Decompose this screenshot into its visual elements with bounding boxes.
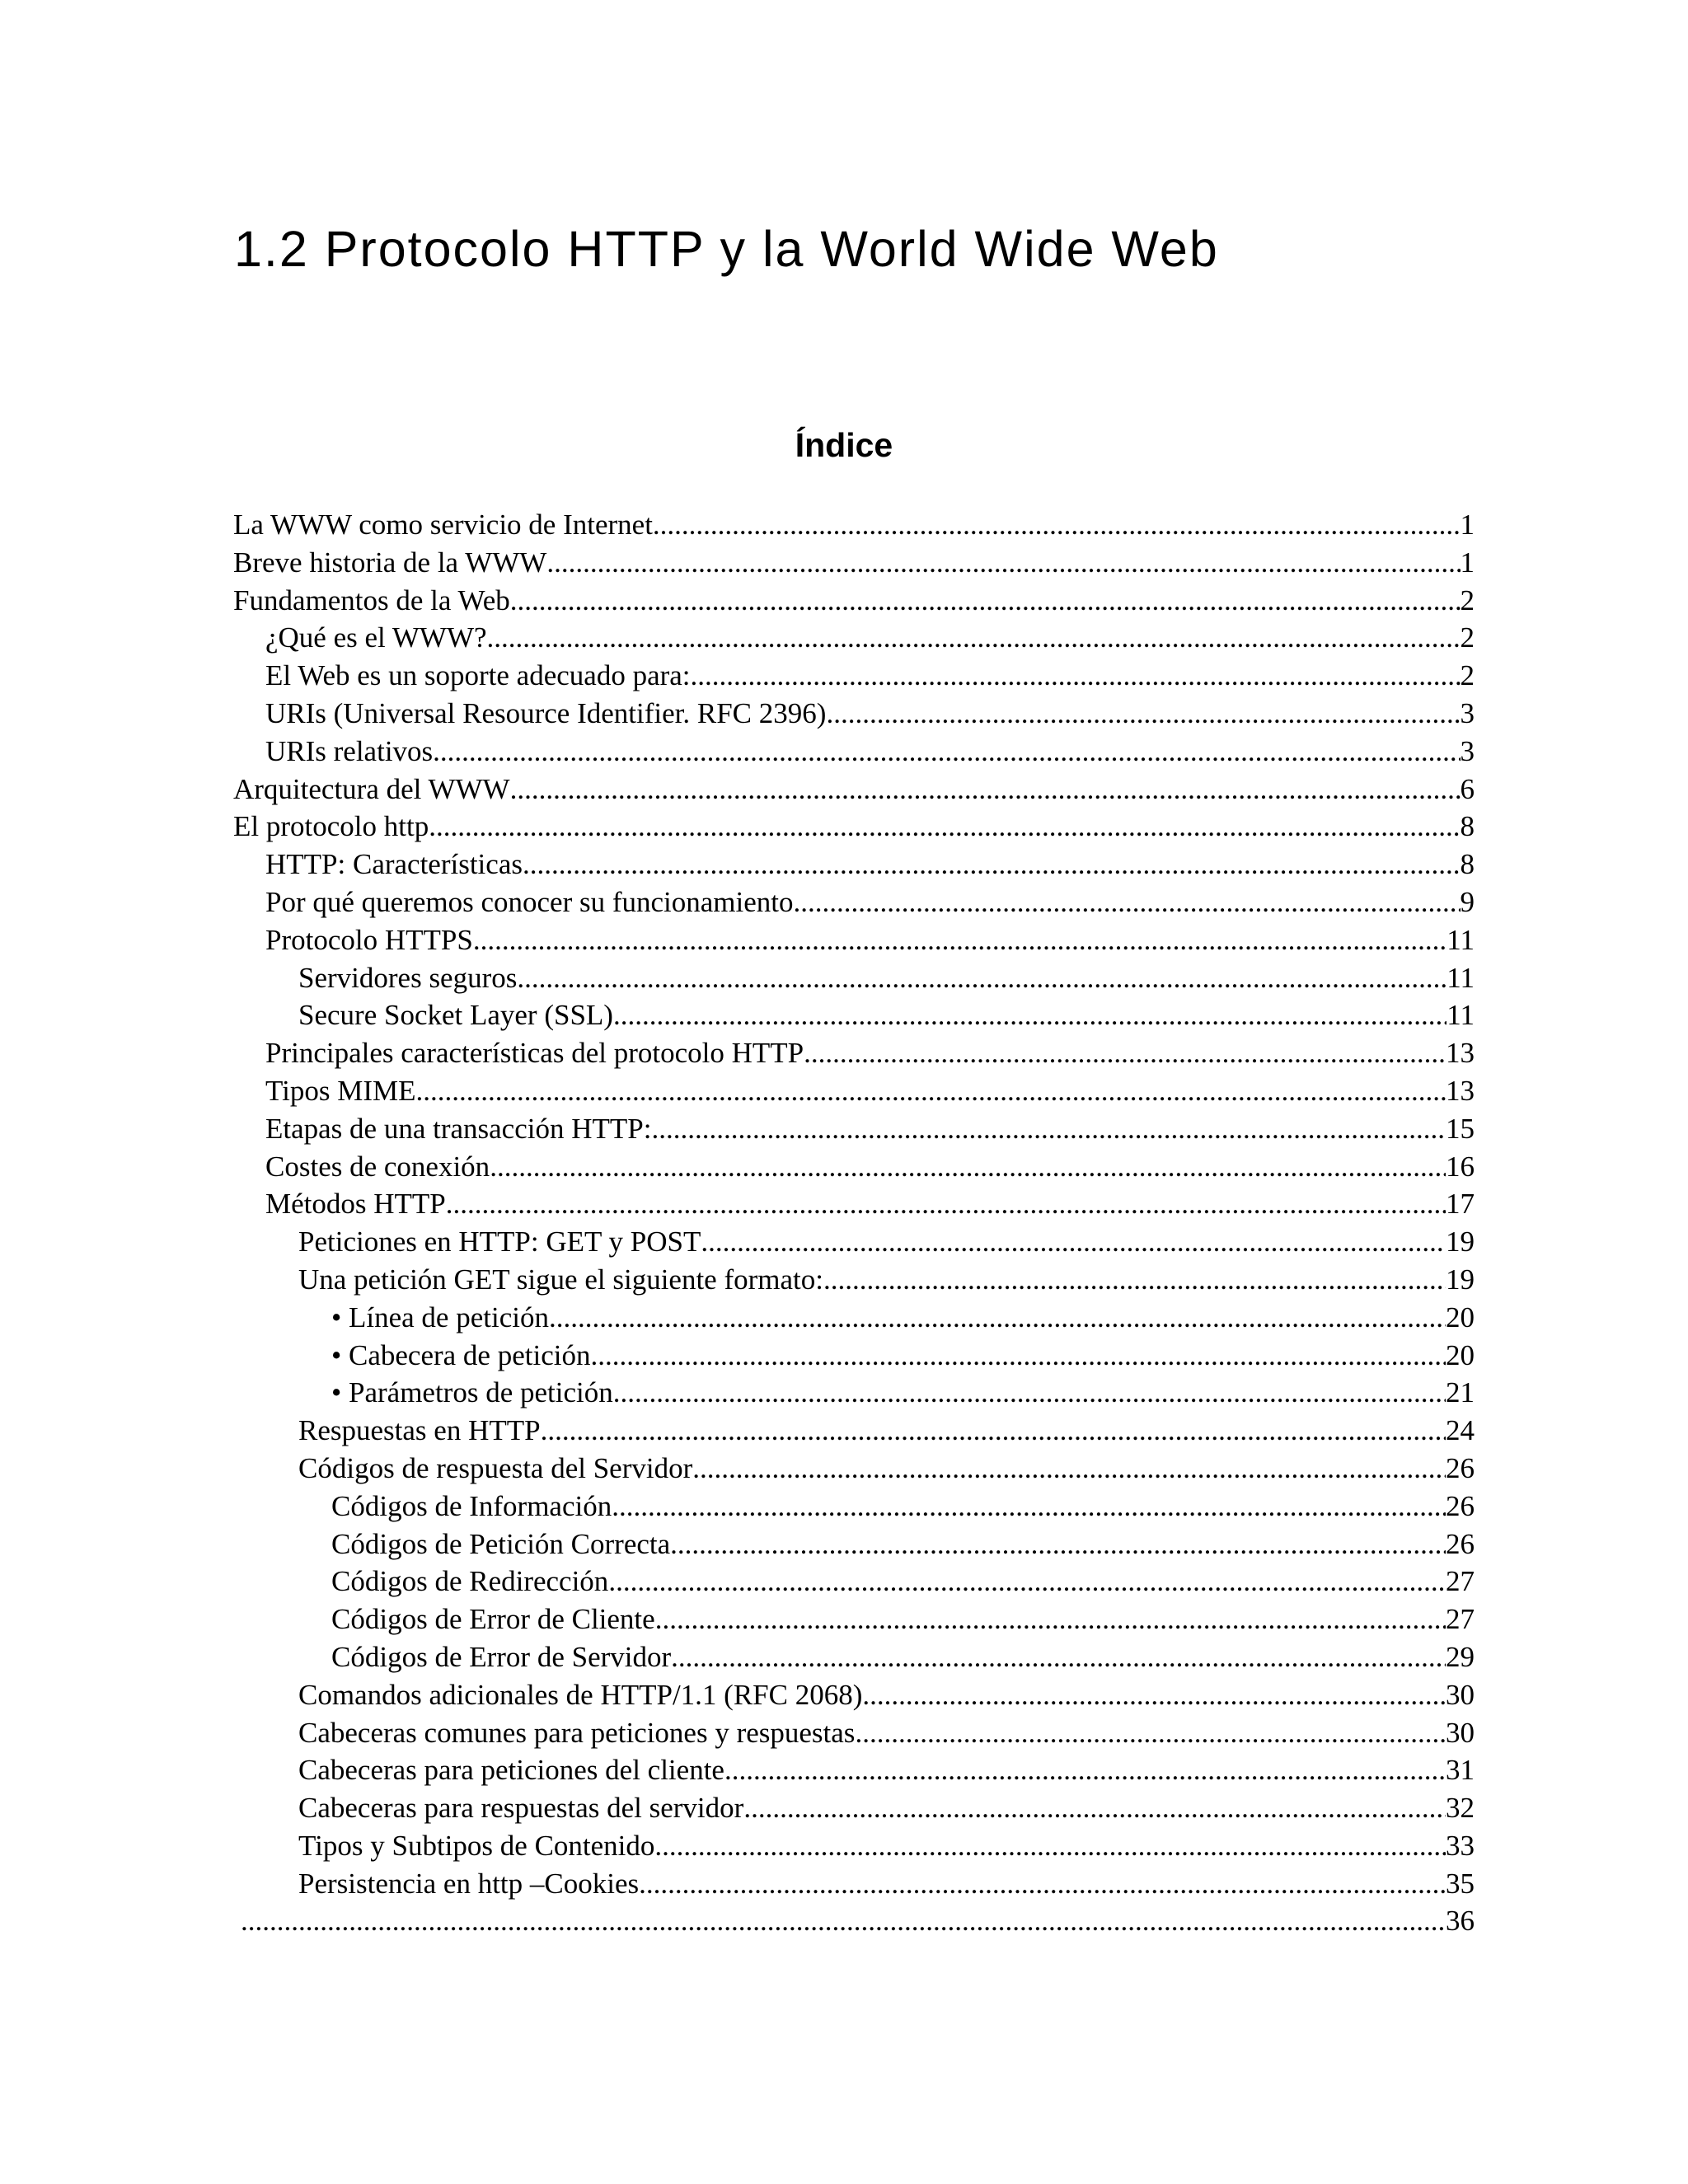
toc-entry[interactable] [233,1751,1475,1789]
toc-leader-dots [433,733,1460,771]
toc-leader-dots [546,544,1460,582]
toc-leader-dots [510,582,1461,620]
toc-entry-text: URIs (Universal Resource Identifier. RFC 2396) [265,696,827,729]
toc-entry-text: Códigos de respuesta del Servidor [298,1451,693,1484]
toc-page-number: 36 [1446,1905,1475,1938]
toc-leader-dots [692,1450,1446,1488]
toc-page-number: 11 [1447,923,1475,956]
toc-entry-text: Códigos de Error de Cliente [331,1603,655,1636]
toc-entry-text: Cabeceras comunes para peticiones y respuestas [298,1716,856,1749]
toc-entry[interactable] [233,1563,1475,1601]
toc-leader-dots [743,1789,1446,1827]
toc-entry-text: Persistencia en http –Cookies [298,1867,640,1900]
table-of-contents [233,506,1475,1940]
toc-page-number: 11 [1447,999,1475,1032]
toc-page-number: 2 [1460,583,1475,616]
toc-entry-text: HTTP: Características [265,848,523,881]
toc-entry-text: Fundamentos de la Web [233,583,510,616]
toc-entry-text: Costes de conexión [265,1150,490,1183]
toc-page-number: 30 [1446,1678,1475,1711]
toc-entry[interactable] [233,959,1475,997]
toc-page-number: 16 [1446,1150,1475,1183]
toc-page-number: 31 [1446,1754,1475,1787]
toc-page-number: 3 [1460,696,1475,729]
toc-page-number: 20 [1446,1301,1475,1333]
toc-entry[interactable] [233,1676,1475,1714]
toc-page-number: 13 [1446,1037,1475,1070]
toc-entry[interactable] [233,1865,1475,1903]
toc-page-number: 24 [1446,1414,1475,1447]
toc-leader-dots [487,619,1461,657]
toc-leader-dots [826,695,1460,733]
toc-entry[interactable] [233,1261,1475,1299]
toc-entry-text: Métodos HTTP [265,1188,446,1221]
toc-leader-dots [473,921,1447,959]
toc-entry[interactable] [233,846,1475,883]
toc-page-number: 35 [1446,1867,1475,1900]
toc-entry[interactable] [233,883,1475,921]
toc-entry[interactable] [233,1827,1475,1865]
toc-page-number: 15 [1446,1112,1475,1145]
toc-entry[interactable] [233,921,1475,959]
toc-entry[interactable] [233,1902,1475,1940]
toc-page-number: 29 [1446,1640,1475,1673]
document-title: 1.2 Protocolo HTTP y la World Wide Web [234,221,1219,277]
toc-entry-text: • Parámetros de petición [331,1376,613,1409]
toc-entry-text: Tipos MIME [265,1074,416,1107]
toc-entry-text: Peticiones en HTTP: GET y POST [298,1226,701,1258]
toc-leader-dots [490,1148,1446,1186]
toc-page-number: 1 [1460,509,1475,541]
toc-entry-text: Etapas de una transacción HTTP: [265,1112,652,1145]
toc-entry-text: Tipos y Subtipos de Contenido [298,1829,655,1862]
toc-leader-dots [590,1337,1446,1375]
toc-page-number: 2 [1460,621,1475,654]
toc-entry-text: La WWW como servicio de Internet [233,509,653,541]
toc-entry-text: Protocolo HTTPS [265,923,473,956]
toc-entry-text: • Cabecera de petición [331,1338,591,1371]
toc-leader-dots [639,1865,1446,1903]
toc-leader-dots [855,1714,1446,1752]
toc-leader-dots [823,1261,1446,1299]
toc-entry-text: Servidores seguros [298,961,518,994]
toc-entry[interactable] [233,1789,1475,1827]
toc-entry[interactable] [233,582,1475,620]
toc-page-number: 3 [1460,734,1475,767]
toc-page-number: 21 [1446,1376,1475,1409]
toc-page-number: 8 [1460,810,1475,843]
toc-entry[interactable] [233,1412,1475,1450]
toc-page-number: 9 [1460,885,1475,918]
toc-entry[interactable] [233,506,1475,544]
toc-leader-dots [523,846,1461,883]
toc-entry-text: El protocolo http [233,810,429,843]
toc-entry[interactable] [233,1185,1475,1223]
toc-leader-dots [416,1072,1446,1110]
toc-leader-dots [510,771,1461,808]
toc-leader-dots [541,1412,1446,1450]
toc-leader-dots [517,959,1447,997]
toc-page-number: 1 [1460,546,1475,579]
toc-entry-text: ¿Qué es el WWW? [265,621,487,654]
toc-leader-dots [608,1563,1446,1601]
toc-entry-text: Breve historia de la WWW [233,546,547,579]
toc-leader-dots [241,1902,1446,1940]
toc-page-number: 20 [1446,1338,1475,1371]
toc-page-number: 19 [1446,1226,1475,1258]
toc-entry-text: • Línea de petición [331,1301,549,1333]
toc-entry-text: Códigos de Error de Servidor [331,1640,672,1673]
toc-entry-text: Códigos de Petición Correcta [331,1527,671,1560]
toc-entry-text: Comandos adicionales de HTTP/1.1 (RFC 2068) [298,1678,863,1711]
toc-entry[interactable] [233,1488,1475,1526]
toc-leader-dots [613,1374,1446,1412]
toc-leader-dots [429,808,1460,846]
toc-page-number: 27 [1446,1565,1475,1598]
toc-leader-dots [701,1223,1446,1261]
toc-entry-text: Arquitectura del WWW [233,772,510,805]
toc-entry[interactable] [233,1374,1475,1412]
toc-entry[interactable] [233,733,1475,771]
toc-entry-text: Códigos de Redirección [331,1565,609,1598]
toc-entry[interactable] [233,1110,1475,1148]
toc-entry[interactable] [233,1072,1475,1110]
toc-entry[interactable] [233,996,1475,1034]
toc-entry[interactable] [233,1223,1475,1261]
toc-entry[interactable] [233,544,1475,582]
toc-entry[interactable] [233,1601,1475,1638]
toc-entry[interactable] [233,808,1475,846]
toc-entry[interactable] [233,1034,1475,1072]
toc-page-number: 27 [1446,1603,1475,1636]
toc-leader-dots [804,1034,1446,1072]
toc-leader-dots [794,883,1461,921]
toc-entry[interactable] [233,771,1475,808]
toc-entry[interactable] [233,1450,1475,1488]
toc-entry-text: Cabeceras para peticiones del cliente [298,1754,724,1787]
toc-entry-text: Respuestas en HTTP [298,1414,541,1447]
toc-page-number: 33 [1446,1829,1475,1862]
toc-entry-text: URIs relativos [265,734,434,767]
toc-entry[interactable] [233,619,1475,657]
toc-entry-text: El Web es un soporte adecuado para: [265,659,691,692]
toc-heading: Índice [795,426,893,464]
toc-page-number: 32 [1446,1792,1475,1825]
toc-page-number: 19 [1446,1263,1475,1296]
toc-leader-dots [651,1110,1446,1148]
toc-entry-text: Cabeceras para respuestas del servidor [298,1792,744,1825]
toc-entry-text: Una petición GET sigue el siguiente formato: [298,1263,823,1296]
toc-leader-dots [670,1526,1446,1563]
toc-leader-dots [724,1751,1446,1789]
toc-page-number: 17 [1446,1188,1475,1221]
toc-entry-text: Principales características del protocolo HTTP [265,1037,804,1070]
toc-entry[interactable] [233,1148,1475,1186]
toc-page-number: 8 [1460,848,1475,881]
toc-page-number: 13 [1446,1074,1475,1107]
toc-leader-dots [691,657,1461,695]
toc-entry[interactable] [233,695,1475,733]
toc-leader-dots [446,1185,1446,1223]
toc-leader-dots [862,1676,1446,1714]
toc-entry[interactable] [233,1526,1475,1563]
toc-leader-dots [654,1827,1446,1865]
toc-page-number: 26 [1446,1527,1475,1560]
toc-page-number: 30 [1446,1716,1475,1749]
toc-entry[interactable] [233,1638,1475,1676]
toc-page-number: 26 [1446,1451,1475,1484]
toc-leader-dots [549,1299,1446,1337]
toc-page-number: 11 [1447,961,1475,994]
toc-leader-dots [653,506,1461,544]
toc-leader-dots [671,1638,1446,1676]
toc-entry-text: Secure Socket Layer (SSL) [298,999,613,1032]
toc-leader-dots [613,996,1447,1034]
toc-entry[interactable] [233,1714,1475,1752]
toc-entry[interactable] [233,657,1475,695]
toc-page-number: 26 [1446,1489,1475,1522]
toc-entry[interactable] [233,1337,1475,1375]
toc-page-number: 6 [1460,772,1475,805]
toc-entry-text: Por qué queremos conocer su funcionamiento [265,885,794,918]
toc-entry-text: Códigos de Información [331,1489,612,1522]
toc-entry[interactable] [233,1299,1475,1337]
toc-leader-dots [612,1488,1446,1526]
toc-leader-dots [655,1601,1446,1638]
toc-page-number: 2 [1460,659,1475,692]
